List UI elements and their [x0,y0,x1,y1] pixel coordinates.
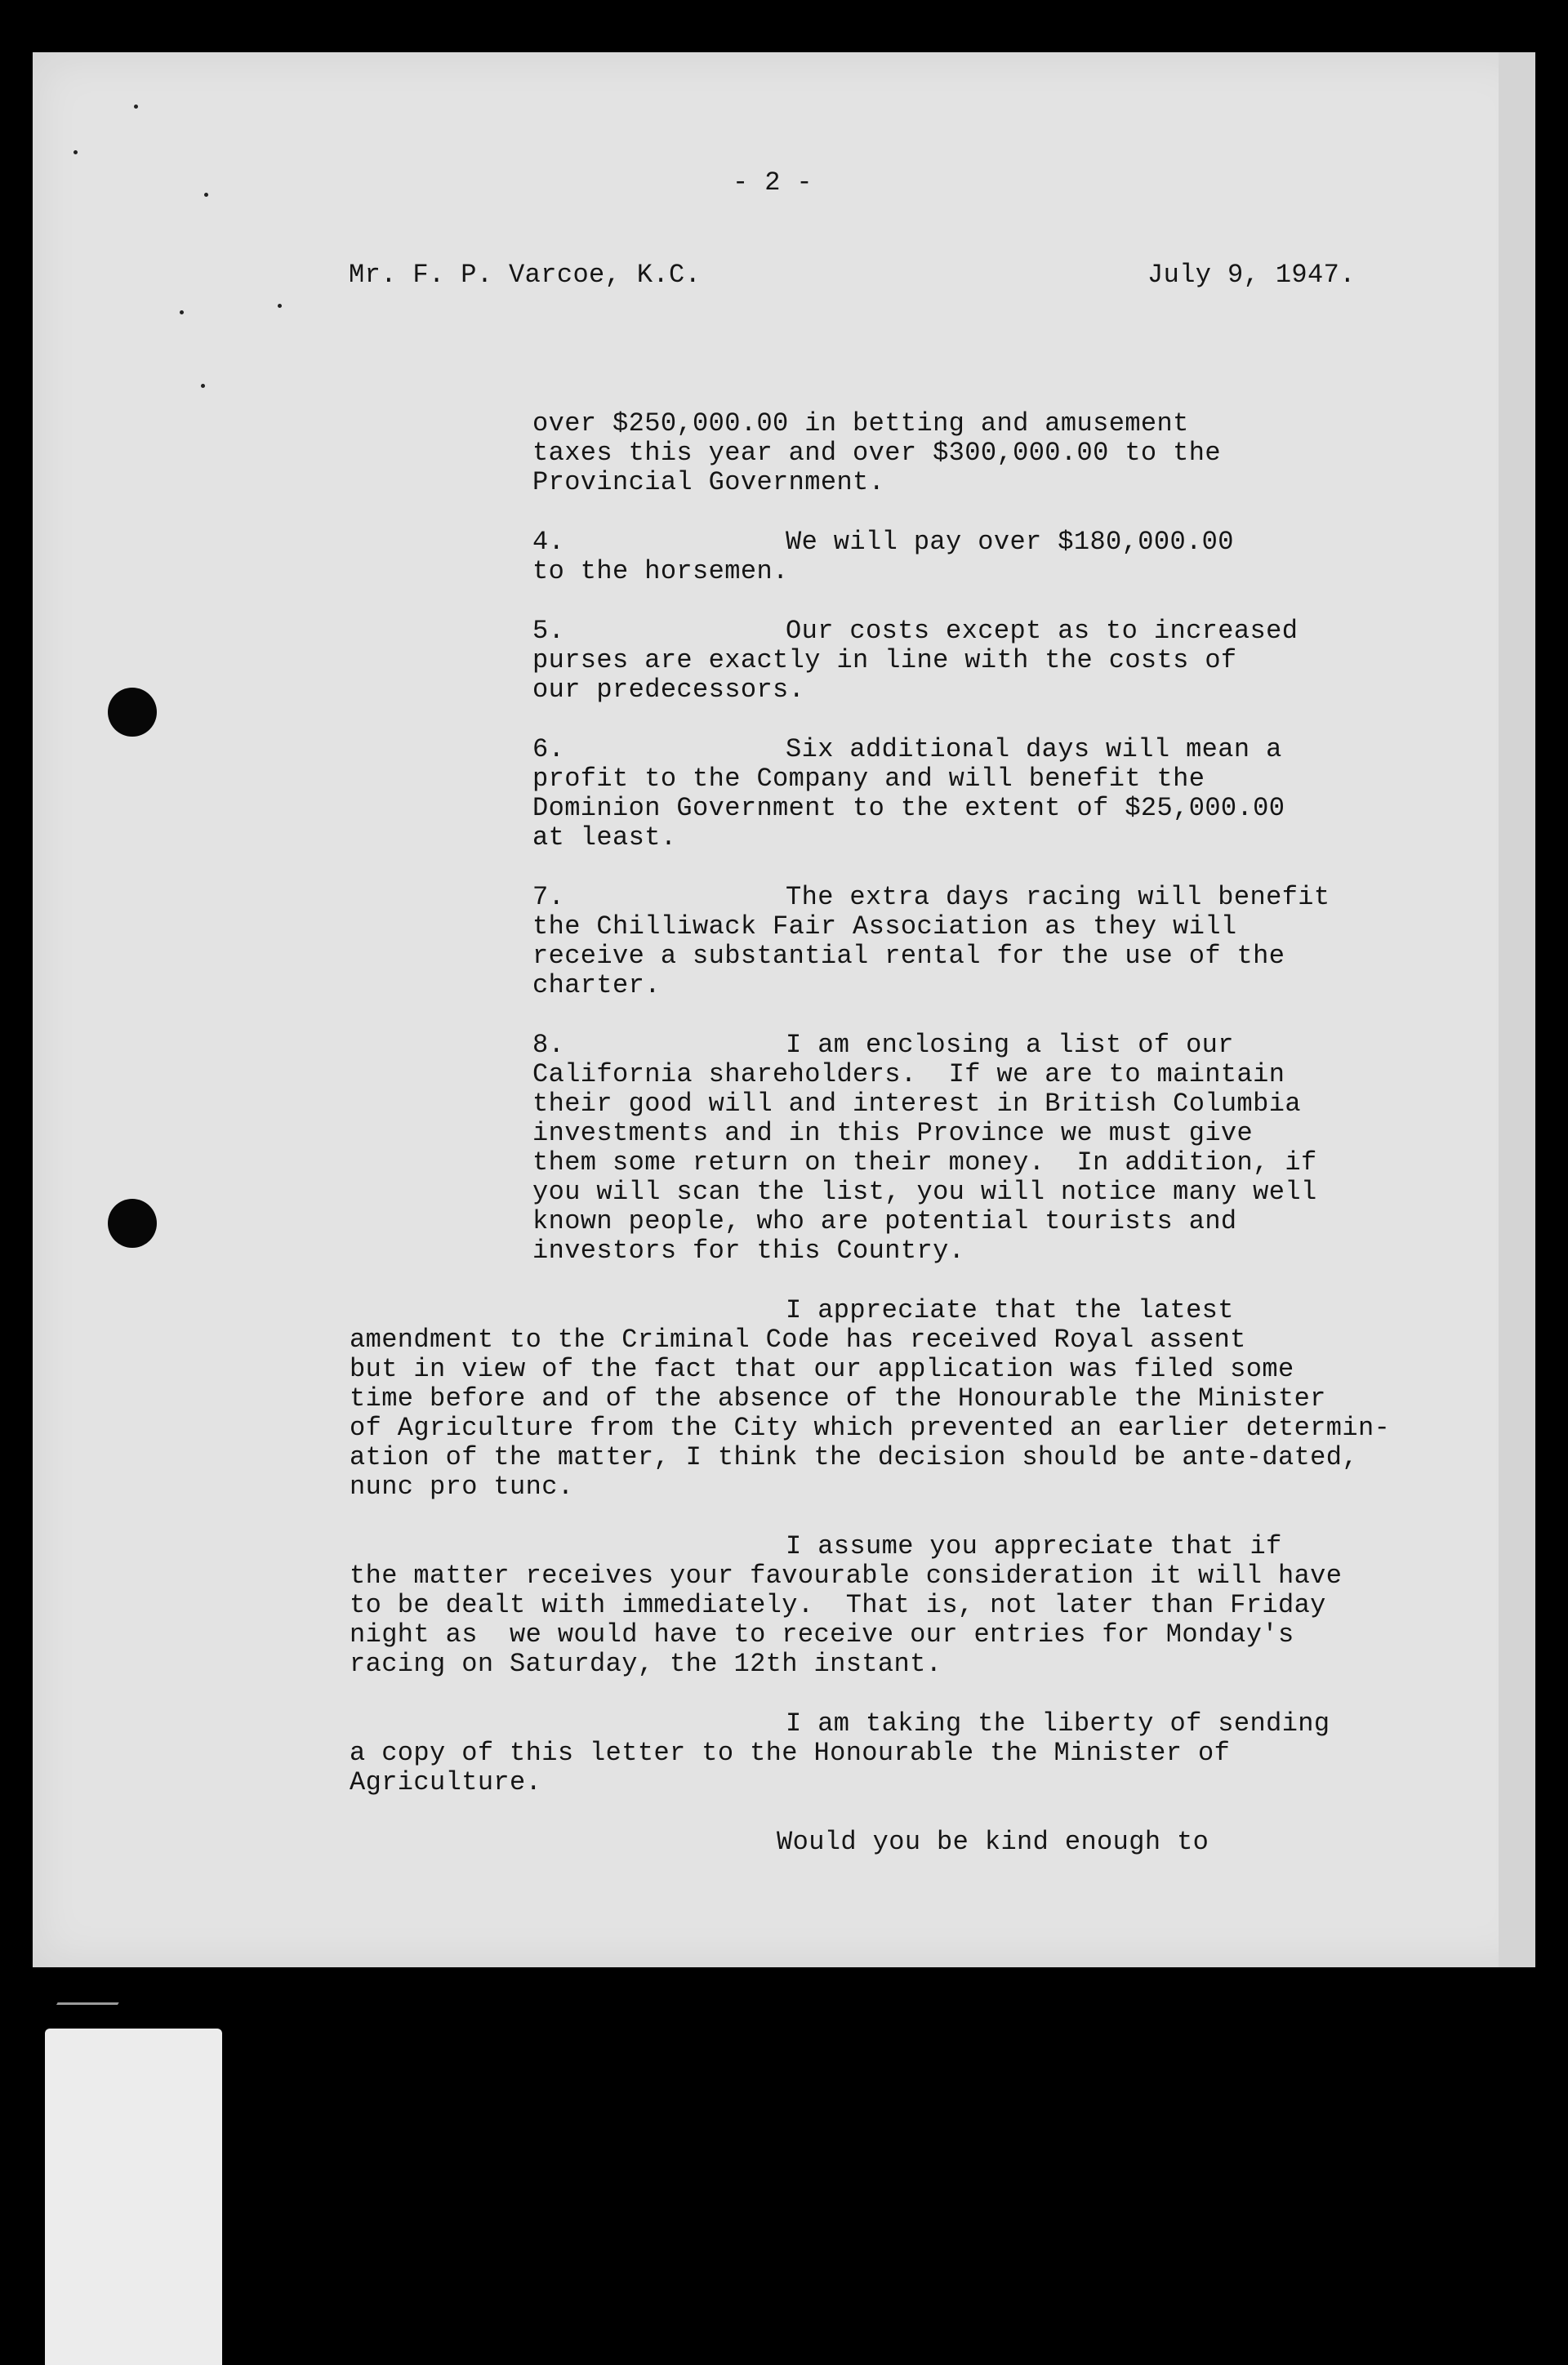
item-number: 6. [532,734,565,764]
paragraph-line: amendment to the Criminal Code has received Royal assent [350,1325,1246,1355]
item-number: 8. [532,1030,565,1060]
item-line: known people, who are potential tourists and [532,1206,1237,1236]
paragraph-line: the matter receives your favourable consideration it will have [350,1561,1343,1591]
item-line: to the horsemen. [532,556,789,586]
letter-date: July 9, 1947. [1147,260,1356,290]
paragraph-line: ation of the matter, I think the decision should be ante-dated, [350,1442,1358,1472]
item-line: Six additional days will mean a [786,734,1282,764]
item-line: at least. [532,822,677,853]
page-number: - 2 - [733,167,813,198]
item-line: profit to the Company and will benefit the [532,764,1205,794]
item-line: I am enclosing a list of our [786,1030,1234,1060]
item-line: We will pay over $180,000.00 [786,527,1234,557]
speck [278,304,282,308]
speck [74,150,78,154]
paragraph-line: Agriculture. [350,1767,542,1797]
punch-hole-top [108,688,157,737]
item-number: 7. [532,882,565,912]
closing-line: Would you be kind enough to [777,1827,1209,1857]
speck [180,310,184,314]
item-line: purses are exactly in line with the costs of [532,645,1237,675]
item-number: 5. [532,616,565,646]
item-line: The extra days racing will benefit [786,882,1330,912]
item-number: 4. [532,527,565,557]
item-line: our predecessors. [532,675,805,705]
paragraph-line: I am taking the liberty of sending [786,1708,1330,1739]
paragraph-line: time before and of the absence of the Honourable the Minister [350,1383,1326,1414]
item-line: Our costs except as to increased [786,616,1298,646]
item-line: charter. [532,970,661,1000]
speck [134,105,138,109]
paragraph-line: a copy of this letter to the Honourable the Minister of [350,1738,1231,1768]
paper-slip [45,2029,222,2365]
paragraph-line: of Agriculture from the City which prevented an earlier determin- [350,1413,1391,1443]
item-line: investors for this Country. [532,1236,965,1266]
paragraph-line: I appreciate that the latest [786,1295,1234,1325]
item-line: California shareholders. If we are to maintain [532,1059,1285,1089]
item-line: taxes this year and over $300,000.00 to the [532,438,1221,468]
punch-hole-bottom [108,1199,157,1248]
paragraph-line: racing on Saturday, the 12th instant. [350,1649,942,1679]
item-line: investments and in this Province we must give [532,1118,1254,1148]
letter-page [33,52,1535,1967]
addressee: Mr. F. P. Varcoe, K.C. [349,260,702,290]
paragraph-line: night as we would have to receive our entries for Monday's [350,1619,1294,1650]
item-line: their good will and interest in British Columbia [532,1089,1301,1119]
speck [201,384,205,388]
paragraph-line: I assume you appreciate that if [786,1531,1282,1561]
paragraph-line: to be dealt with immediately. That is, not later than Friday [350,1590,1326,1620]
item-line: the Chilliwack Fair Association as they will [532,911,1237,942]
item-line: Provincial Government. [532,467,885,497]
item-line: receive a substantial rental for the use of the [532,941,1285,971]
paragraph-line: but in view of the fact that our application was filed some [350,1354,1294,1384]
item-line: over $250,000.00 in betting and amusement [532,408,1189,439]
item-line: them some return on their money. In addition, if [532,1147,1317,1178]
speck [204,193,208,197]
paragraph-line: nunc pro tunc. [350,1472,574,1502]
item-line: Dominion Government to the extent of $25,000.00 [532,793,1285,823]
item-line: you will scan the list, you will notice many well [532,1177,1317,1207]
